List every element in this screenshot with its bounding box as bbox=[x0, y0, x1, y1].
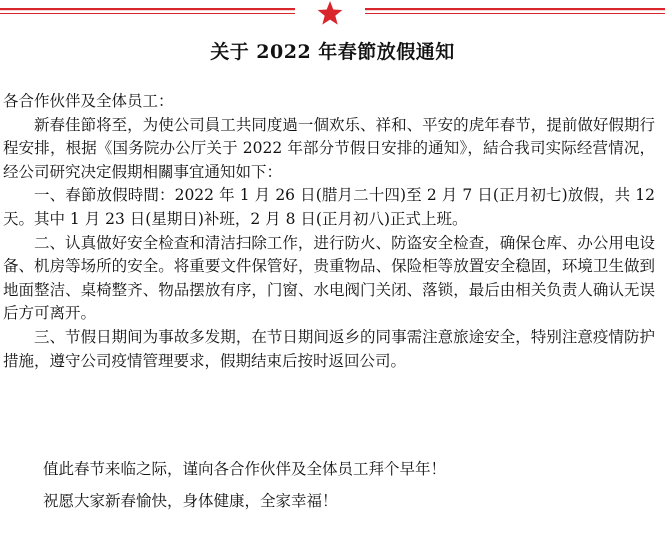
left-line-thick bbox=[0, 8, 295, 10]
salutation: 各合作伙伴及全体员工： bbox=[3, 92, 174, 110]
right-line-thick bbox=[365, 8, 665, 10]
left-line-thin bbox=[0, 13, 295, 14]
notice-title: 关于 2022 年春節放假通知 bbox=[210, 41, 455, 63]
header-lines bbox=[0, 0, 665, 40]
closing-block bbox=[43, 453, 446, 517]
header-decoration bbox=[0, 0, 665, 40]
star-icon bbox=[318, 1, 343, 25]
notice-body bbox=[3, 90, 655, 373]
item-two-paragraph: 二、认真做好安全检查和清洁扫除工作，进行防火、防盗安全检查，确保仓库、办公用电设备、机房等场所的安全。将重要文件保管好，贵重物品、保险柜等放置安全稳固，环境卫生做到地面整洁、桌椅整齐、物品摆放有序，门窗、水电阀门关闭、落锁，最后由相关负责人确认无误后方可离开。 bbox=[3, 233, 655, 323]
closing-wishes: 祝愿大家新春愉快，身体健康，全家幸福！ bbox=[43, 492, 338, 510]
closing-greeting: 值此春节来临之际，谨向各合作伙伴及全体员工拜个早年！ bbox=[43, 460, 447, 478]
right-line-thin bbox=[365, 13, 665, 14]
intro-paragraph: 新春佳節将至，为使公司員工共同度過一個欢乐、祥和、平安的虎年春节，提前做好假期行程安排，根据《国务院办公厅关于 2022 年部分节假日安排的通知》，結合我司实际经营情况，经公司研究决定假期相關事宜通知如下： bbox=[3, 115, 655, 181]
item-three-paragraph: 三、节假日期间为事故多发期，在节日期间返乡的同事需注意旅途安全，特别注意疫情防护措施，遵守公司疫情管理要求，假期结束后按时返回公司。 bbox=[3, 327, 655, 370]
item-one-paragraph: 一、春節放假時間：2022 年 1 月 26 日(腊月二十四)至 2 月 7 日(正月初七)放假，共 12 天。其中 1 月 23 日(星期日)补班，2 月 8 日(正月初八)正式上班。 bbox=[3, 186, 655, 228]
